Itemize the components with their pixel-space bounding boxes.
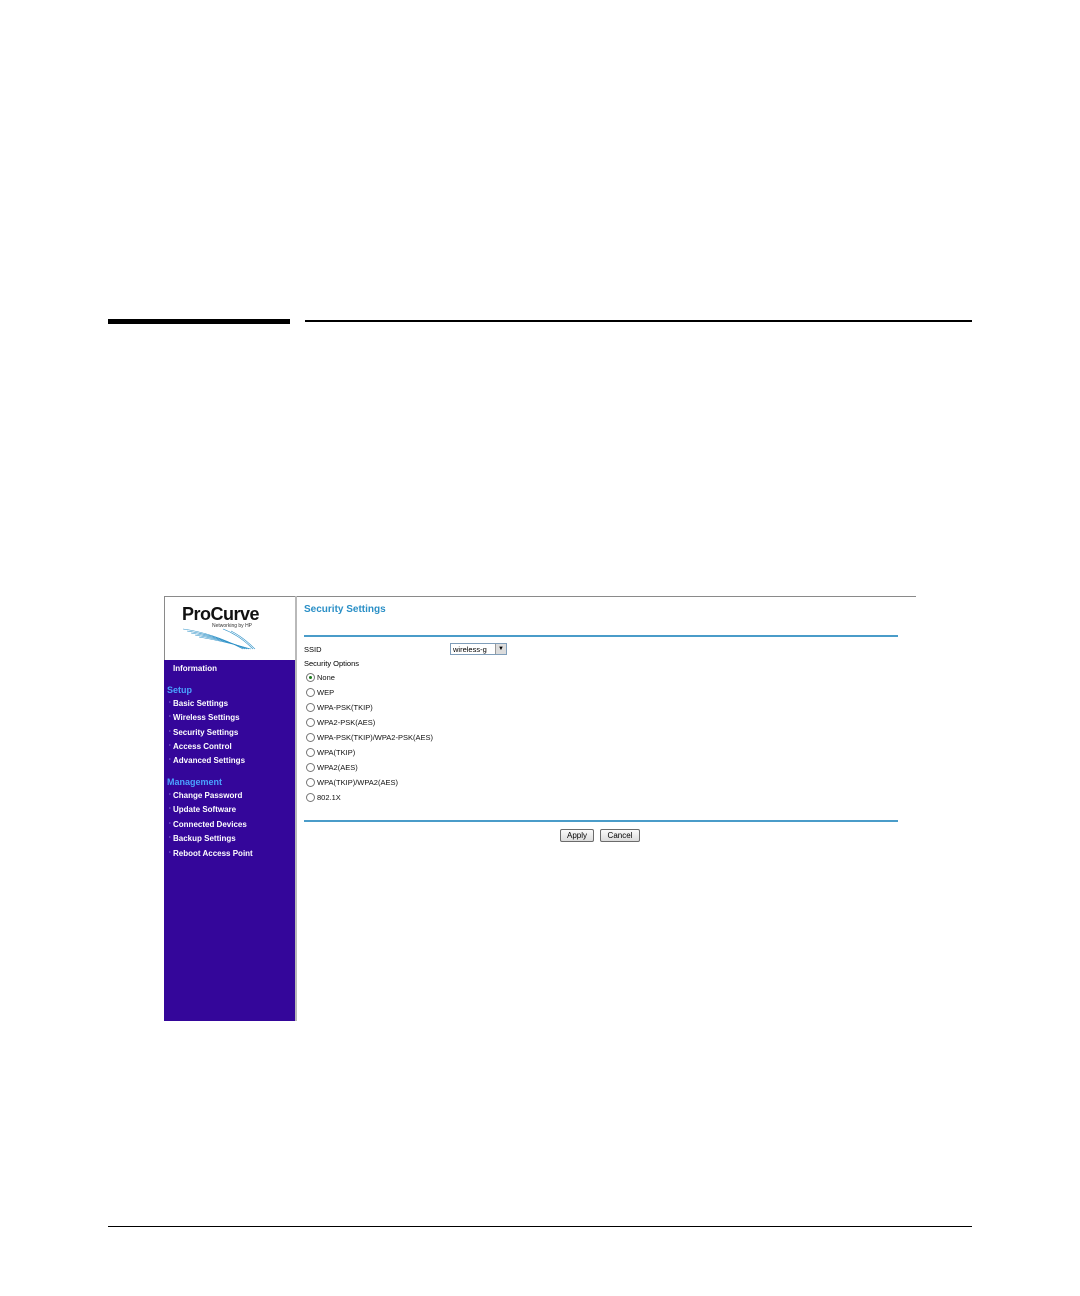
radio-button[interactable] [306, 793, 315, 802]
bullet-icon: · [169, 729, 171, 735]
security-options-label: Security Options [304, 659, 360, 668]
screenshot-window [164, 596, 916, 1021]
radio-option-label: WPA(TKIP)/WPA2(AES) [317, 778, 398, 787]
sidebar-item-label: Advanced Settings [173, 756, 246, 765]
bullet-icon: · [169, 714, 171, 720]
sidebar-heading-setup: Setup [167, 685, 193, 695]
sidebar-item-label: Update Software [173, 805, 237, 814]
page-title: Security Settings [304, 604, 386, 615]
bullet-icon: · [169, 700, 171, 706]
radio-option-label: WPA-PSK(TKIP) [317, 703, 373, 712]
radio-option-label: WPA-PSK(TKIP)/WPA2-PSK(AES) [317, 733, 433, 742]
radio-option-label: WPA2-PSK(AES) [317, 718, 376, 727]
sidebar-nav [164, 660, 295, 1021]
page-header-rule-thick [108, 319, 290, 324]
sidebar-item-label: Backup Settings [173, 834, 236, 843]
procurve-logo [164, 597, 295, 660]
cancel-button[interactable]: Cancel [600, 829, 640, 842]
apply-button[interactable]: Apply [560, 829, 594, 842]
chevron-down-icon[interactable]: ▼ [495, 644, 506, 654]
radio-button[interactable] [306, 688, 315, 697]
bullet-icon: · [169, 835, 171, 841]
sidebar-item-label: Access Control [173, 742, 232, 751]
radio-button[interactable] [306, 703, 315, 712]
ssid-select[interactable] [450, 643, 507, 655]
radio-option-label: 802.1X [317, 793, 341, 802]
ssid-select-value: wireless-g [453, 645, 487, 654]
sidebar-item-label: Security Settings [173, 728, 239, 737]
radio-option-label: WEP [317, 688, 335, 697]
sidebar-item-label: Information [173, 664, 217, 673]
radio-button[interactable] [306, 778, 315, 787]
radio-button[interactable] [306, 733, 315, 742]
bullet-icon: · [169, 821, 171, 827]
radio-button[interactable] [306, 718, 315, 727]
sidebar-divider [295, 596, 297, 1021]
radio-option-label: WPA(TKIP) [317, 748, 356, 757]
bullet-icon: · [169, 743, 171, 749]
sidebar-item-label: Change Password [173, 791, 243, 800]
logo-brand: ProCurve [182, 604, 260, 624]
sidebar-item-label: Reboot Access Point [173, 849, 253, 858]
radio-button-selected[interactable] [306, 673, 315, 682]
radio-button[interactable] [306, 763, 315, 772]
logo-tagline: Networking by HP [212, 623, 253, 629]
sidebar-item-label: Wireless Settings [173, 713, 240, 722]
title-divider [304, 635, 898, 637]
logo-swoosh-icon [183, 625, 263, 653]
bullet-icon: · [169, 806, 171, 812]
sidebar-item-label: Basic Settings [173, 699, 229, 708]
radio-option-label: None [317, 673, 335, 682]
page-footer-rule [108, 1226, 972, 1227]
radio-option-label: WPA2(AES) [317, 763, 358, 772]
bullet-icon: · [169, 792, 171, 798]
bullet-icon: · [169, 850, 171, 856]
page-header-rule-thin [305, 320, 972, 322]
ssid-label: SSID [304, 645, 322, 654]
sidebar-item-label: Connected Devices [173, 820, 247, 829]
form-divider [304, 820, 898, 822]
sidebar-heading-management: Management [167, 777, 223, 787]
bullet-icon: · [169, 757, 171, 763]
radio-button[interactable] [306, 748, 315, 757]
